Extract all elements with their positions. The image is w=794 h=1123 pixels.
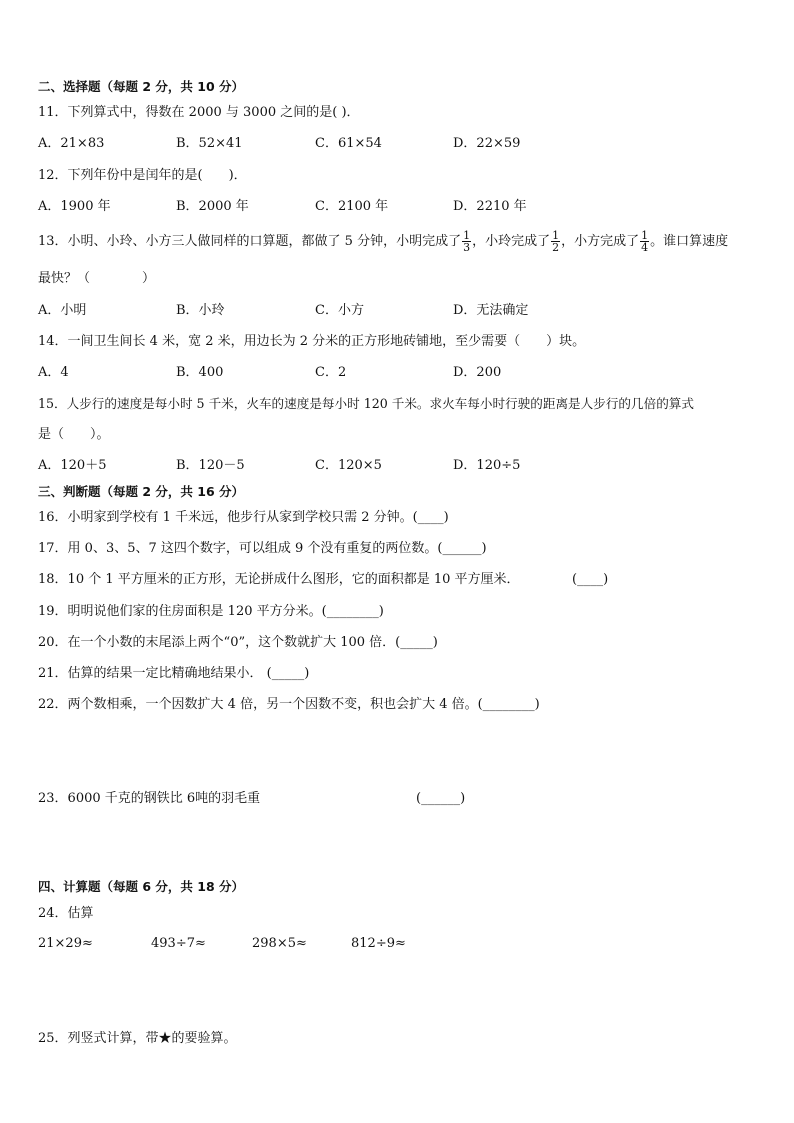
fraction-one-third: $\frac{1}{3}$: [463, 229, 471, 254]
question-22: 22．两个数相乘，一个因数扩大 4 倍，另一个因数不变，积也会扩大 4 倍。(________): [38, 697, 540, 712]
q13-option-b: B．小玲: [176, 303, 225, 318]
q14-option-d: D．200: [453, 365, 502, 380]
q12-option-c: C．2100 年: [315, 199, 389, 214]
question-21: 21．估算的结果一定比精确地结果小． (_____): [38, 666, 310, 681]
q12-option-d: D．2210 年: [453, 199, 527, 214]
q15-option-a: A．120＋5: [38, 458, 107, 473]
estimate-expression-3: 298×5≈: [252, 936, 307, 951]
q14-option-b: B．400: [176, 365, 224, 380]
question-15: 15．人步行的速度是每小时 5 千米，火车的速度是每小时 120 千米。求火车每小时行驶的距离是人步行的几倍的算式: [38, 396, 694, 411]
question-16: 16．小明家到学校有 1 千米远，他步行从家到学校只需 2 分钟。(____): [38, 510, 449, 525]
question-14: 14．一间卫生间长 4 米，宽 2 米，用边长为 2 分米的正方形地砖铺地，至少需要（ ）块。: [38, 334, 586, 349]
question-13: [38, 228, 728, 256]
question-24: 24．估算: [38, 906, 94, 921]
q13-option-c: C．小方: [315, 303, 364, 318]
q11-option-c: C．61×54: [315, 136, 382, 151]
fraction-one-half: $\frac{1}{2}$: [552, 229, 560, 254]
section-4-heading: 四、计算题（每题 6 分，共 18 分）: [38, 879, 245, 894]
question-17: 17．用 0、3、5、7 这四个数字，可以组成 9 个没有重复的两位数。(______): [38, 541, 487, 556]
question-25: 25．列竖式计算，带★的要验算。: [38, 1031, 237, 1046]
q15-option-b: B．120－5: [176, 458, 245, 473]
question-19: 19．明明说他们家的住房面积是 120 平方分米。(________): [38, 604, 384, 619]
q13-option-d: D．无法确定: [453, 303, 529, 318]
estimate-expression-1: 21×29≈: [38, 936, 93, 951]
fraction-one-quarter: $\frac{1}{4}$: [641, 229, 649, 254]
section-3-heading: 三、判断题（每题 2 分，共 16 分）: [38, 484, 245, 499]
q11-option-b: B．52×41: [176, 136, 243, 151]
q11-option-a: A．21×83: [38, 136, 105, 151]
q12-option-a: A．1900 年: [38, 199, 111, 214]
section-2-heading: 二、选择题（每题 2 分，共 10 分）: [38, 79, 245, 94]
q14-option-c: C．2: [315, 365, 347, 380]
q18-answer-blank: (____): [572, 572, 609, 587]
question-18: 18．10 个 1 平方厘米的正方形，无论拼成什么图形，它的面积都是 10 平方厘米．: [38, 572, 520, 587]
question-15-line-2: 是（ ）。: [38, 427, 110, 442]
question-23: 23．6000 千克的钢铁比 6吨的羽毛重: [38, 791, 261, 806]
question-11: 11．下列算式中，得数在 2000 与 3000 之间的是( )．: [38, 105, 360, 120]
q23-answer-blank: (______): [416, 791, 466, 806]
question-12: 12．下列年份中是闰年的是( )．: [38, 168, 247, 183]
q13-text-2: ，小玲完成了: [472, 234, 551, 249]
q13-text-4: 。谁口算速度: [650, 234, 729, 249]
question-20: 20．在一个小数的末尾添上两个“0”，这个数就扩大 100 倍．(_____): [38, 635, 438, 650]
q13-option-a: A．小明: [38, 303, 87, 318]
q11-option-d: D．22×59: [453, 136, 521, 151]
estimate-expression-4: 812÷9≈: [351, 936, 406, 951]
q14-option-a: A．4: [38, 365, 69, 380]
q13-text-1: 13．小明、小玲、小方三人做同样的口算题，都做了 5 分钟，小明完成了: [38, 234, 462, 249]
q12-option-b: B．2000 年: [176, 199, 249, 214]
q15-option-c: C．120×5: [315, 458, 382, 473]
q13-text-3: ，小方完成了: [561, 234, 640, 249]
q15-option-d: D．120÷5: [453, 458, 521, 473]
question-13-line-2: 最快？（ ）: [38, 271, 156, 286]
estimate-expression-2: 493÷7≈: [151, 936, 206, 951]
